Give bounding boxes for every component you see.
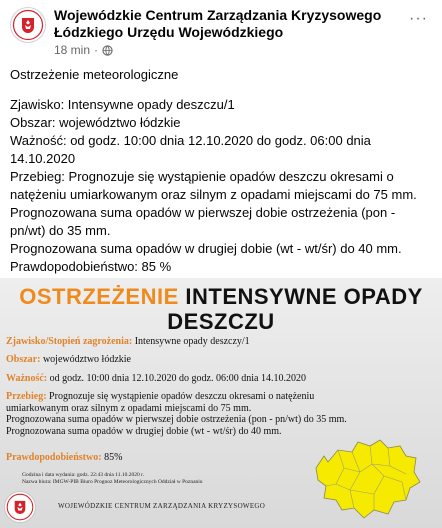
post-meta: [54, 43, 113, 57]
image-waznosc-value: od godz. 10:00 dnia 12.10.2020 do godz. 06:00 dnia 14.10.2020: [49, 373, 306, 384]
post-text: [10, 66, 434, 276]
image-prawd-row: [6, 452, 122, 464]
image-title-phenomenon-2: DESZCZU: [167, 309, 275, 334]
page-avatar[interactable]: [10, 7, 46, 43]
image-title-warning: OSTRZEŻENIE: [19, 284, 179, 309]
image-zjawisko-row: [6, 336, 250, 348]
image-przebieg-value-2: umiarkowanym oraz silnym z opadami miejscami do 75 mm.: [6, 402, 252, 414]
image-prawd-value: 85%: [104, 452, 123, 463]
image-przebieg-label: Przebieg:: [6, 391, 47, 402]
image-obszar-label: Obszar:: [6, 354, 41, 365]
page-name-link[interactable]: Wojewódzkie Centrum Zarządzania Kryzysowego Łódzkiego Urzędu Wojewódzkiego: [54, 7, 382, 40]
post-suma2: Prognozowana suma opadów w drugiej dobie (wt - wt/śr) do 40 mm.: [10, 241, 402, 256]
post-przebieg: Przebieg: Prognozuje się wystąpienie opadów deszczu okresami o natężeniu umiarkowanym oraz silnym z opadami miejscami do 75 mm.: [10, 169, 417, 202]
more-options-icon[interactable]: ···: [409, 10, 428, 27]
meta-separator: ·: [94, 43, 99, 57]
image-issue-time: Godzina i data wydania: godz. 22:43 dnia 11.10.2020 r.: [22, 472, 144, 478]
post-suma1: Prognozowana suma opadów w pierwszej dobie ostrzeżenia (pon - pn/wt) do 35 mm.: [10, 205, 396, 238]
image-obszar-row: [6, 354, 131, 366]
image-suma2: Prognozowana suma opadów w drugiej dobie (wt - wt/śr) do 40 mm.: [6, 425, 282, 437]
image-zjawisko-value: Intensywne opady deszczy/1: [134, 336, 250, 347]
region-map: [314, 428, 422, 520]
image-issuer: Nazwa biura: IMGW-PIB Biuro Prognoz Meteorologicznych Oddział w Poznaniu: [22, 479, 203, 485]
image-issue-info: [22, 472, 203, 486]
emblem-icon: [5, 492, 35, 522]
post-zjawisko: Zjawisko: Intensywne opady deszczu/1: [10, 97, 235, 112]
image-title-phenomenon: INTENSYWNE OPADY: [185, 284, 423, 309]
image-suma1: Prognozowana suma opadów w pierwszej dobie ostrzeżenia (pon - pn/wt) do 35 mm.: [6, 414, 347, 425]
post-title: Ostrzeżenie meteorologiczne: [10, 67, 179, 82]
image-waznosc-label: Ważność:: [6, 373, 48, 384]
image-zjawisko-label: Zjawisko/Stopień zagrożenia:: [6, 336, 133, 347]
image-waznosc-row: [6, 373, 306, 385]
emblem-icon: [11, 8, 45, 42]
post-prawdopodobienstwo: Prawdopodobieństwo: 85 %: [10, 259, 172, 274]
image-przebieg-value-1: Prognozuje się wystąpienie opadów deszczu okresami o natężeniu: [49, 391, 315, 402]
post-header: [0, 0, 442, 62]
post-obszar: Obszar: województwo łódzkie: [10, 115, 181, 130]
warning-image[interactable]: [0, 278, 442, 528]
image-prawd-label: Prawdopodobieństwo:: [6, 452, 102, 463]
image-obszar-value: województwo łódzkie: [42, 354, 131, 365]
post-waznosc: Ważność: od godz. 10:00 dnia 12.10.2020 do godz. 06:00 dnia 14.10.2020: [10, 133, 371, 166]
image-footer: WOJEWÓDZKIE CENTRUM ZARZĄDZANIA KRYZYSOWEGO: [58, 502, 266, 510]
globe-icon: [102, 45, 113, 56]
image-title: [0, 284, 442, 334]
post-time[interactable]: 18 min: [54, 43, 91, 57]
image-emblem: [4, 491, 36, 523]
